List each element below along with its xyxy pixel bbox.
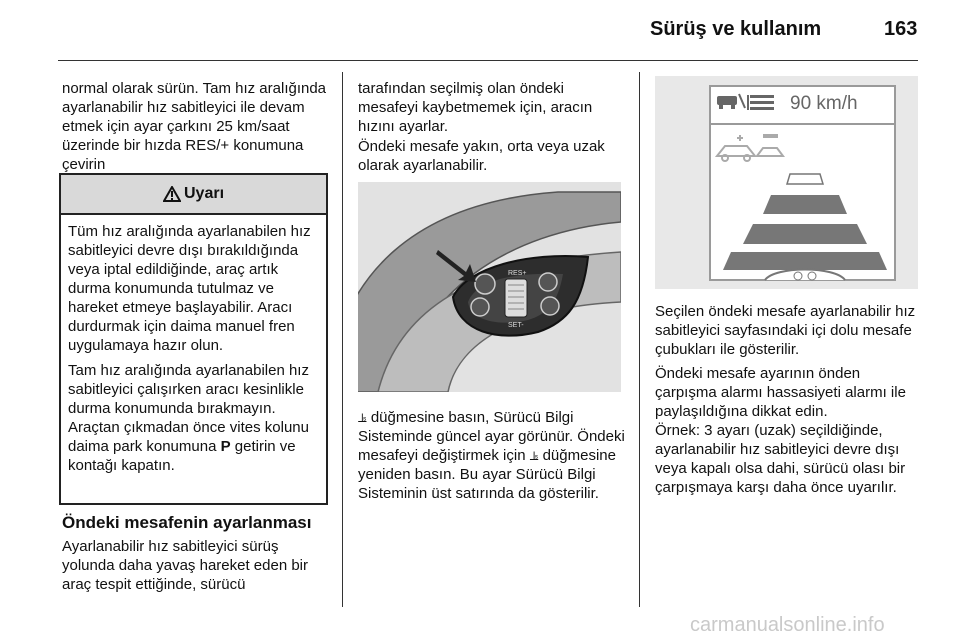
warning-paragraph-2: Tam hız aralığında ayarlanabilen hız sabitleyici çalışırken aracı kesinlikle durma konumunda bırakmayın. Araçtan çıkmadan önce vites kolunu daima park konumuna P getirin ve kontağı kapatın.	[68, 362, 309, 474]
col2-paragraph-1: tarafından seçilmiş olan öndeki mesafeyi kaybetmemek için, aracın hızını ayarlar.	[358, 80, 593, 135]
watermark-text: carmanualsonline.info	[690, 614, 885, 636]
page-number: 163	[884, 18, 918, 40]
column-divider-2	[639, 72, 640, 607]
warning-header	[61, 175, 326, 215]
steering-wheel-figure	[358, 182, 621, 392]
column-divider-1	[342, 72, 343, 607]
warning-title: Uyarı	[183, 185, 225, 202]
col3-paragraph-3: Örnek: 3 ayarı (uzak) seçildiğinde, ayarlanabilir hız sabitleyici devre dışı veya kapalı olsa dahi, sürücü olası bir çarpışmaya karşı daha önce uyarılır.	[655, 422, 906, 496]
distance-button-icon: ⫡	[529, 448, 539, 463]
page-header-title: Sürüş ve kullanım	[650, 18, 822, 40]
col2-paragraph-2: Öndeki mesafe yakın, orta veya uzak olarak ayarlanabilir.	[358, 138, 605, 174]
section-heading: Öndeki mesafenin ayarlanması	[62, 513, 312, 532]
res-label: RES+	[508, 270, 527, 277]
steering-wheel-illustration	[358, 182, 621, 392]
set-label: SET-	[508, 322, 524, 329]
display-figure	[655, 76, 918, 289]
warning-box	[59, 173, 328, 505]
section-paragraph: Ayarlanabilir hız sabitleyici sürüş yolunda daha yavaş hareket eden bir araç tespit ettiğinde, sürücü	[62, 538, 309, 593]
cluster-display-illustration	[655, 76, 918, 289]
distance-button-icon: ⫡	[358, 410, 367, 425]
distance-bars-icon	[747, 95, 774, 110]
park-symbol: P	[220, 438, 231, 455]
col3-paragraph-1: Seçilen öndeki mesafe ayarlanabilir hız sabitleyici sayfasındaki içi dolu mesafe çubukları ile gösterilir.	[655, 303, 916, 358]
col2-paragraph-3: ⫡ düğmesine basın, Sürücü Bilgi Sisteminde güncel ayar görünür. Öndeki mesafeyi değiştirmek için ⫡ düğmesine yeniden basın. Bu ayar Sürücü Bilgi Sisteminin üst satırında da gösterilir.	[358, 409, 625, 502]
warning-paragraph-1: Tüm hız aralığında ayarlanabilen hız sabitleyici devre dışı bırakıldığında veya iptal edildiğinde, araç artık durma konumunda tutulmaz ve hareket etmeye başlayabilir. Aracı durdurmak için daima manuel fren uygulamaya hazır olun.	[68, 223, 311, 354]
col3-paragraph-2: Öndeki mesafe ayarının önden çarpışma alarmı hassasiyeti alarmı ile paylaşıldığına dikkat edin.	[655, 365, 906, 420]
header-divider	[58, 60, 918, 61]
intro-paragraph: normal olarak sürün. Tam hız aralığında ayarlanabilir hız sabitleyici ile devam etmek için ayar çarkını 25 km/saat üzerinde bir hızda RES/+ konumuna çevirin	[62, 80, 327, 173]
warning-triangle-icon	[163, 186, 181, 202]
display-speed: 90 km/h	[790, 93, 858, 114]
warning-body	[68, 222, 321, 481]
